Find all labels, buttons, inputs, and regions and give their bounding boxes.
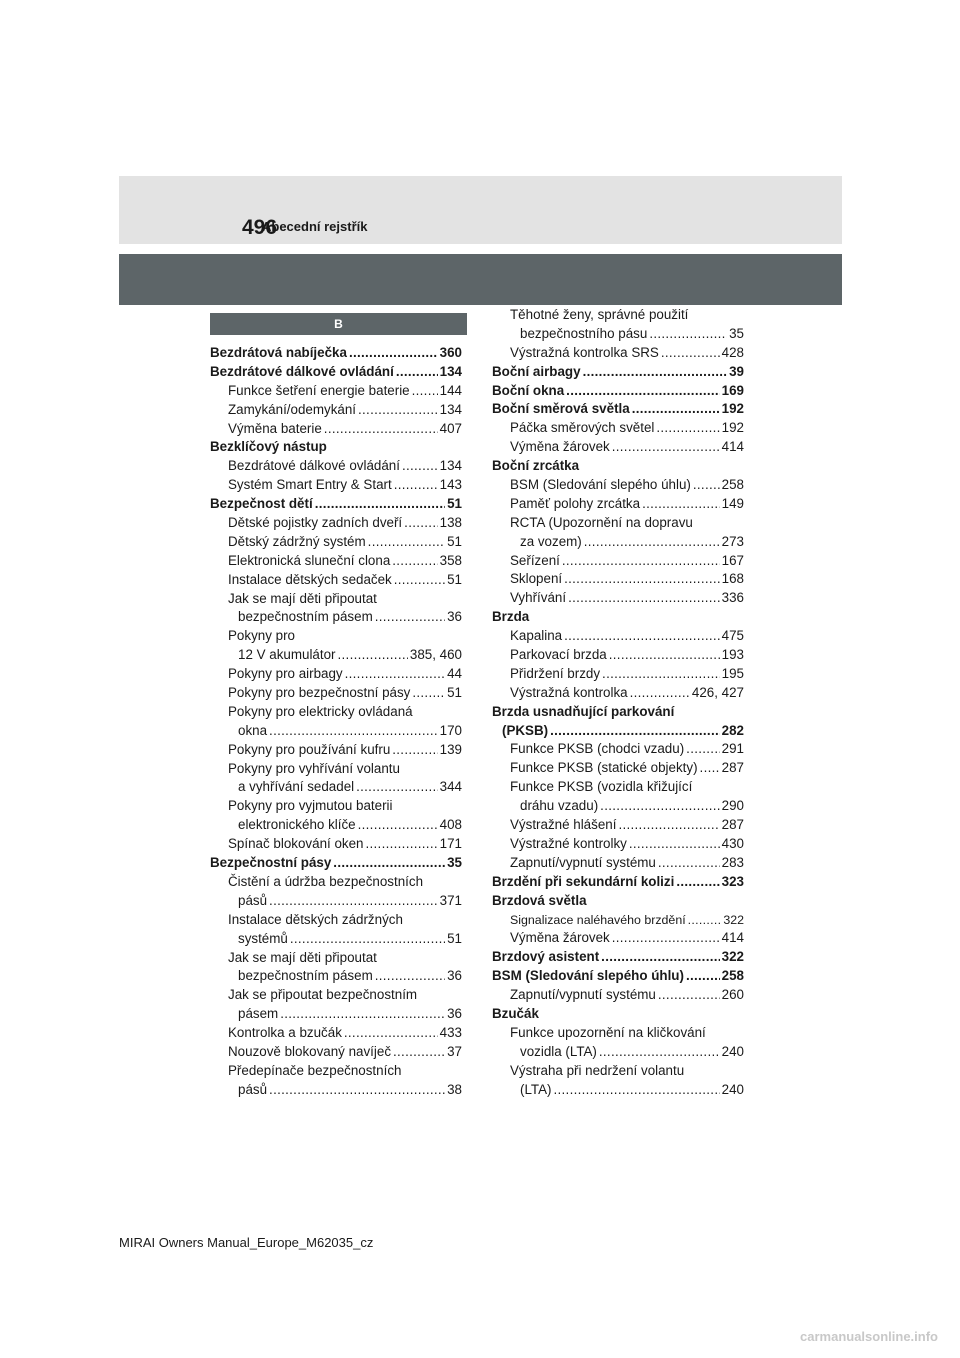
index-entry-page: 322	[723, 912, 744, 927]
dot-leader	[356, 778, 438, 797]
index-entry-label: Funkce PKSB (chodci vzadu)	[510, 741, 685, 757]
index-entry	[492, 740, 744, 759]
index-entry-label: bezpečnostním pásem	[238, 609, 373, 625]
index-entry	[210, 911, 462, 930]
dot-leader	[412, 382, 438, 401]
index-entry-label: vozidla (LTA)	[520, 1043, 597, 1059]
index-entry	[492, 400, 744, 419]
index-entry	[210, 608, 462, 627]
index-entry-label: Kapalina	[510, 628, 563, 644]
dot-leader	[583, 363, 728, 382]
index-entry	[210, 722, 462, 741]
dot-leader	[686, 967, 720, 986]
index-entry-label: Boční okna	[492, 382, 565, 398]
dot-leader	[584, 533, 720, 552]
index-entry	[492, 835, 744, 854]
index-entry-page: 134	[439, 458, 462, 474]
index-entry	[210, 533, 462, 552]
index-entry	[492, 684, 744, 703]
index-entry-page: 51	[447, 533, 462, 549]
index-entry-label: Funkce upozornění na kličkování	[510, 1024, 706, 1040]
dot-leader	[333, 854, 445, 873]
index-entry-page: 192	[721, 420, 744, 436]
dot-leader	[688, 911, 722, 930]
index-entry-label: Funkce PKSB (statické objekty)	[510, 760, 698, 776]
index-entry-page: 51	[447, 571, 462, 587]
index-entry	[492, 929, 744, 948]
index-entry-page: 143	[439, 477, 462, 493]
index-entry-page: 35	[729, 325, 744, 341]
index-entry-label: Jak se připoutat bezpečnostním	[228, 987, 418, 1003]
index-entry	[210, 646, 462, 665]
dot-leader	[658, 854, 720, 873]
index-entry-label: Spínač blokování oken	[228, 836, 364, 852]
index-entry	[492, 722, 744, 741]
index-entry-page: 287	[721, 760, 744, 776]
index-entry-page: 408	[439, 817, 462, 833]
index-entry	[210, 892, 462, 911]
index-entry	[210, 949, 462, 968]
index-entry-label: Výměna baterie	[228, 420, 322, 436]
footer-manual-name: MIRAI Owners Manual_Europe_M62035_cz	[119, 1235, 374, 1250]
dot-leader	[550, 722, 720, 741]
header-band	[119, 176, 842, 244]
index-entry-label: Dětské pojistky zadních dveří	[228, 515, 403, 531]
dot-leader	[656, 419, 719, 438]
index-entry-label: Boční airbagy	[492, 363, 581, 379]
dot-leader	[375, 608, 445, 627]
dot-leader	[269, 892, 438, 911]
index-entry-page: 240	[721, 1043, 744, 1059]
dot-leader	[404, 514, 437, 533]
index-entry-label: elektronického klíče	[238, 817, 356, 833]
index-entry	[492, 552, 744, 571]
index-entry-label: Sklopení	[510, 571, 563, 587]
index-entry	[492, 967, 744, 986]
index-entry	[492, 1024, 744, 1043]
index-entry-label: Funkce PKSB (vozidla křižující	[510, 779, 693, 795]
index-entry-label: okna	[238, 722, 268, 738]
index-entry	[210, 1062, 462, 1081]
dot-leader	[375, 967, 445, 986]
index-entry	[210, 930, 462, 949]
index-entry-page: 240	[721, 1081, 744, 1097]
index-entry-label: Jak se mají děti připoutat	[228, 590, 377, 606]
index-entry-label: Seřízení	[510, 552, 560, 568]
index-entry	[492, 495, 744, 514]
dot-leader	[599, 1043, 720, 1062]
index-entry-label: Dětský zádržný systém	[228, 533, 366, 549]
index-entry	[492, 533, 744, 552]
dot-leader	[394, 476, 438, 495]
index-entry	[492, 608, 744, 627]
index-entry	[492, 1005, 744, 1024]
index-entry-page: 430	[721, 835, 744, 851]
index-entry-page: 283	[721, 854, 744, 870]
index-entry-label: dráhu vzadu)	[520, 798, 599, 814]
section-letter-badge: B	[210, 313, 467, 335]
dot-leader	[368, 533, 445, 552]
index-entry-label: (PKSB)	[502, 722, 549, 738]
dot-leader	[392, 741, 437, 760]
index-entry-label: Výstražná kontrolka SRS	[510, 344, 659, 360]
index-entry	[210, 382, 462, 401]
index-entry-label: Pokyny pro vyhřívání volantu	[228, 760, 400, 776]
index-entry	[492, 457, 744, 476]
dot-leader	[686, 740, 719, 759]
index-entry-page: 291	[721, 741, 744, 757]
index-entry-page: 36	[447, 609, 462, 625]
index-entry	[492, 1081, 744, 1100]
index-entry-page: 38	[447, 1081, 462, 1097]
index-entry	[492, 382, 744, 401]
dot-leader	[280, 1005, 445, 1024]
index-column-left	[210, 344, 462, 1100]
index-entry-page: 44	[447, 666, 462, 682]
dot-leader	[394, 571, 445, 590]
page-title: Abecední rejstřík	[262, 219, 368, 234]
index-entry-label: Přidržení brzdy	[510, 665, 601, 681]
index-entry-label: Zapnutí/vypnutí systému	[510, 987, 656, 1003]
index-entry	[210, 741, 462, 760]
index-entry	[210, 986, 462, 1005]
index-entry	[210, 854, 462, 873]
index-entry-label: pásů	[238, 892, 268, 908]
index-entry	[492, 854, 744, 873]
page-number: 496	[242, 216, 278, 239]
index-entry	[492, 892, 744, 911]
index-entry-page: 360	[439, 345, 462, 360]
index-entry	[210, 514, 462, 533]
dot-leader	[358, 816, 438, 835]
index-entry-page: 36	[447, 1006, 462, 1022]
index-entry-label: RCTA (Upozornění na dopravu	[510, 514, 693, 530]
index-entry-label: Brzdová světla	[492, 892, 587, 908]
index-entry-page: 37	[447, 1043, 462, 1059]
index-entry	[210, 476, 462, 495]
index-entry	[492, 911, 744, 930]
index-entry-page: 138	[439, 515, 462, 531]
index-entry	[210, 1081, 462, 1100]
dot-leader	[693, 476, 720, 495]
index-entry-page: 192	[721, 401, 744, 417]
index-entry-page: 426, 427	[691, 684, 744, 700]
index-entry	[210, 778, 462, 797]
index-entry-label: Systém Smart Entry & Start	[228, 477, 392, 493]
index-entry-label: Výstraha při nedržení volantu	[510, 1062, 685, 1078]
index-entry	[492, 306, 744, 325]
index-entry	[492, 589, 744, 608]
index-entry-page: 170	[439, 722, 462, 738]
index-entry-label: a vyhřívání sedadel	[238, 779, 355, 795]
index-entry	[210, 420, 462, 439]
dot-leader	[600, 797, 719, 816]
index-entry-page: 167	[721, 552, 744, 568]
index-entry-page: 36	[447, 968, 462, 984]
index-entry-label: Elektronická sluneční clona	[228, 552, 391, 568]
index-entry-label: Instalace dětských sedaček	[228, 571, 392, 587]
index-entry	[210, 967, 462, 986]
index-entry-label: Paměť polohy zrcátka	[510, 495, 641, 511]
dot-leader	[700, 759, 720, 778]
dot-leader	[345, 665, 445, 684]
index-entry	[492, 344, 744, 363]
index-entry-label: Jak se mají děti připoutat	[228, 949, 377, 965]
index-entry-page: 258	[721, 477, 744, 493]
dot-leader	[338, 646, 408, 665]
index-entry-label: Zamykání/odemykání	[228, 401, 357, 417]
index-entry-label: bezpečnostním pásem	[238, 968, 373, 984]
index-entry	[210, 457, 462, 476]
index-entry	[492, 816, 744, 835]
index-entry-label: Parkovací brzda	[510, 647, 607, 663]
index-entry-page: 168	[721, 571, 744, 587]
index-entry-page: 134	[439, 363, 462, 379]
index-entry-label: Boční zrcátka	[492, 458, 580, 474]
index-entry-page: 139	[439, 741, 462, 757]
dot-leader	[269, 722, 438, 741]
watermark: carmanualsonline.info	[800, 1329, 938, 1344]
index-entry	[210, 816, 462, 835]
index-entry-page: 282	[721, 722, 744, 738]
index-entry-page: 385, 460	[409, 647, 462, 663]
index-entry	[210, 1043, 462, 1062]
dot-leader	[366, 835, 438, 854]
index-entry-label: pásů	[238, 1081, 268, 1097]
index-entry	[492, 778, 744, 797]
index-entry-page: 169	[721, 382, 744, 398]
dot-leader	[349, 344, 438, 363]
index-entry	[492, 1062, 744, 1081]
index-entry	[492, 665, 744, 684]
index-entry-label: za vozem)	[520, 533, 582, 549]
index-entry-label: Pokyny pro bezpečnostní pásy	[228, 685, 411, 701]
dot-leader	[601, 948, 719, 967]
index-entry-label: Brzda usnadňující parkování	[492, 703, 675, 719]
index-entry-label: Funkce šetření energie baterie	[228, 382, 410, 398]
index-entry-label: Výměna žárovek	[510, 930, 610, 946]
index-entry	[210, 495, 462, 514]
index-entry	[492, 873, 744, 892]
index-entry-page: 358	[439, 552, 462, 568]
index-entry-label: (LTA)	[520, 1081, 552, 1097]
index-entry-page: 414	[721, 439, 744, 455]
index-entry-label: BSM (Sledování slepého úhlu)	[492, 968, 684, 984]
index-entry-label: Páčka směrových světel	[510, 420, 655, 436]
dot-leader	[564, 570, 720, 589]
index-entry-page: 51	[447, 685, 462, 701]
index-entry	[210, 665, 462, 684]
index-entry-page: 322	[721, 949, 744, 965]
dot-leader	[315, 495, 445, 514]
index-entry-page: 195	[721, 665, 744, 681]
index-entry-page: 290	[721, 798, 744, 814]
index-entry-label: Předepínače bezpečnostních	[228, 1062, 402, 1078]
index-entry-label: Výstražné hlášení	[510, 817, 617, 833]
index-entry-page: 51	[447, 496, 462, 512]
index-entry-label: Bezklíčový nástup	[210, 439, 327, 455]
index-entry	[492, 986, 744, 1005]
index-entry-page: 344	[439, 779, 462, 795]
index-entry-label: bezpečnostního pásu	[520, 325, 648, 341]
dot-leader	[412, 684, 445, 703]
index-entry-page: 134	[439, 401, 462, 417]
dot-leader	[358, 401, 438, 420]
index-entry	[210, 571, 462, 590]
index-entry-page: 51	[447, 930, 462, 946]
index-entry	[492, 797, 744, 816]
index-entry-label: Zapnutí/vypnutí systému	[510, 854, 656, 870]
index-entry	[210, 760, 462, 779]
dot-leader	[564, 627, 720, 646]
index-entry-page: 258	[721, 968, 744, 984]
index-entry-label: BSM (Sledování slepého úhlu)	[510, 477, 691, 493]
index-entry	[492, 627, 744, 646]
index-entry-page: 39	[729, 363, 744, 379]
index-entry-label: Výstražná kontrolka	[510, 684, 628, 700]
index-entry-label: Bezdrátová nabíječka	[210, 345, 347, 360]
index-entry	[210, 401, 462, 420]
index-entry	[210, 797, 462, 816]
index-entry-label: systémů	[238, 930, 288, 946]
index-entry-label: Signalizace naléhavého brzdění	[510, 912, 686, 927]
dot-leader	[566, 382, 719, 401]
index-entry-page: 149	[721, 495, 744, 511]
index-entry-page: 287	[721, 817, 744, 833]
dot-leader	[658, 986, 720, 1005]
index-entry	[492, 514, 744, 533]
index-entry-label: Pokyny pro elektricky ovládaná	[228, 703, 413, 719]
index-entry	[492, 363, 744, 382]
index-entry-label: Boční směrová světla	[492, 401, 630, 417]
index-entry-label: Čistění a údržba bezpečnostních	[228, 873, 424, 889]
index-entry	[492, 703, 744, 722]
dot-leader	[568, 589, 720, 608]
dot-leader	[392, 552, 437, 571]
index-entry-label: Bezpečnost dětí	[210, 496, 313, 512]
index-entry-label: Kontrolka a bzučák	[228, 1025, 342, 1041]
index-entry	[210, 363, 462, 382]
dot-leader	[612, 929, 720, 948]
index-entry-page: 475	[721, 628, 744, 644]
section-band	[119, 254, 842, 305]
index-entry-page: 428	[721, 344, 744, 360]
dot-leader	[396, 363, 438, 382]
dot-leader	[324, 420, 438, 439]
index-entry-label: pásem	[238, 1006, 279, 1022]
index-entry-page: 407	[439, 420, 462, 436]
index-entry-page: 414	[721, 930, 744, 946]
index-entry-page: 433	[439, 1025, 462, 1041]
dot-leader	[642, 495, 720, 514]
index-entry-page: 35	[447, 855, 462, 871]
index-entry	[492, 476, 744, 495]
index-entry	[210, 873, 462, 892]
index-entry-label: 12 V akumulátor	[238, 647, 336, 663]
index-entry-label: Brzdění při sekundární kolizi	[492, 873, 675, 889]
dot-leader	[393, 1043, 445, 1062]
index-entry	[492, 948, 744, 967]
index-entry-page: 336	[721, 590, 744, 606]
index-entry-page: 193	[721, 647, 744, 663]
index-entry	[210, 627, 462, 646]
index-column-right	[492, 306, 744, 1099]
index-entry	[492, 438, 744, 457]
index-entry	[210, 684, 462, 703]
index-entry-label: Pokyny pro používání kufru	[228, 741, 391, 757]
index-entry-label: Pokyny pro vyjmutou baterii	[228, 798, 393, 814]
index-entry-page: 323	[721, 873, 744, 889]
index-entry-page: 273	[721, 533, 744, 549]
index-entry	[210, 703, 462, 722]
dot-leader	[554, 1081, 720, 1100]
dot-leader	[562, 552, 720, 571]
dot-leader	[609, 646, 720, 665]
index-entry-label: Bezdrátové dálkové ovládání	[210, 363, 394, 379]
dot-leader	[612, 438, 720, 457]
dot-leader	[661, 344, 720, 363]
dot-leader	[630, 684, 690, 703]
dot-leader	[602, 665, 720, 684]
index-entry	[492, 570, 744, 589]
index-entry	[210, 552, 462, 571]
dot-leader	[402, 457, 438, 476]
index-entry-label: Těhotné ženy, správné použití	[510, 307, 689, 322]
index-entry-label: Výstražné kontrolky	[510, 835, 627, 851]
index-entry-label: Brzdový asistent	[492, 949, 600, 965]
index-entry	[210, 438, 462, 457]
index-entry-page: 260	[721, 987, 744, 1003]
index-entry	[210, 590, 462, 609]
index-entry-label: Pokyny pro airbagy	[228, 666, 343, 682]
dot-leader	[629, 835, 720, 854]
index-entry-page: 371	[439, 892, 462, 908]
index-entry	[210, 835, 462, 854]
index-entry-label: Bezdrátové dálkové ovládání	[228, 458, 400, 474]
index-entry	[210, 344, 462, 363]
dot-leader	[269, 1081, 445, 1100]
index-entry	[210, 1024, 462, 1043]
index-entry-label: Bzučák	[492, 1005, 539, 1021]
index-entry-label: Brzda	[492, 609, 530, 625]
index-entry-label: Instalace dětských zádržných	[228, 911, 403, 927]
index-entry	[492, 759, 744, 778]
index-entry	[492, 1043, 744, 1062]
index-entry	[210, 1005, 462, 1024]
dot-leader	[676, 873, 719, 892]
dot-leader	[618, 816, 719, 835]
index-entry-label: Vyhřívání	[510, 590, 567, 606]
dot-leader	[649, 325, 727, 344]
dot-leader	[632, 400, 720, 419]
dot-leader	[344, 1024, 438, 1043]
index-entry-page: 144	[439, 382, 462, 398]
dot-leader	[290, 930, 445, 949]
index-entry	[492, 325, 744, 344]
index-entry-page: 171	[439, 836, 462, 852]
index-entry-label: Bezpečnostní pásy	[210, 855, 332, 871]
index-entry	[492, 419, 744, 438]
index-entry	[492, 646, 744, 665]
index-entry-label: Nouzově blokovaný navíječ	[228, 1043, 392, 1059]
index-entry-label: Pokyny pro	[228, 628, 295, 644]
index-entry-label: Výměna žárovek	[510, 439, 610, 455]
